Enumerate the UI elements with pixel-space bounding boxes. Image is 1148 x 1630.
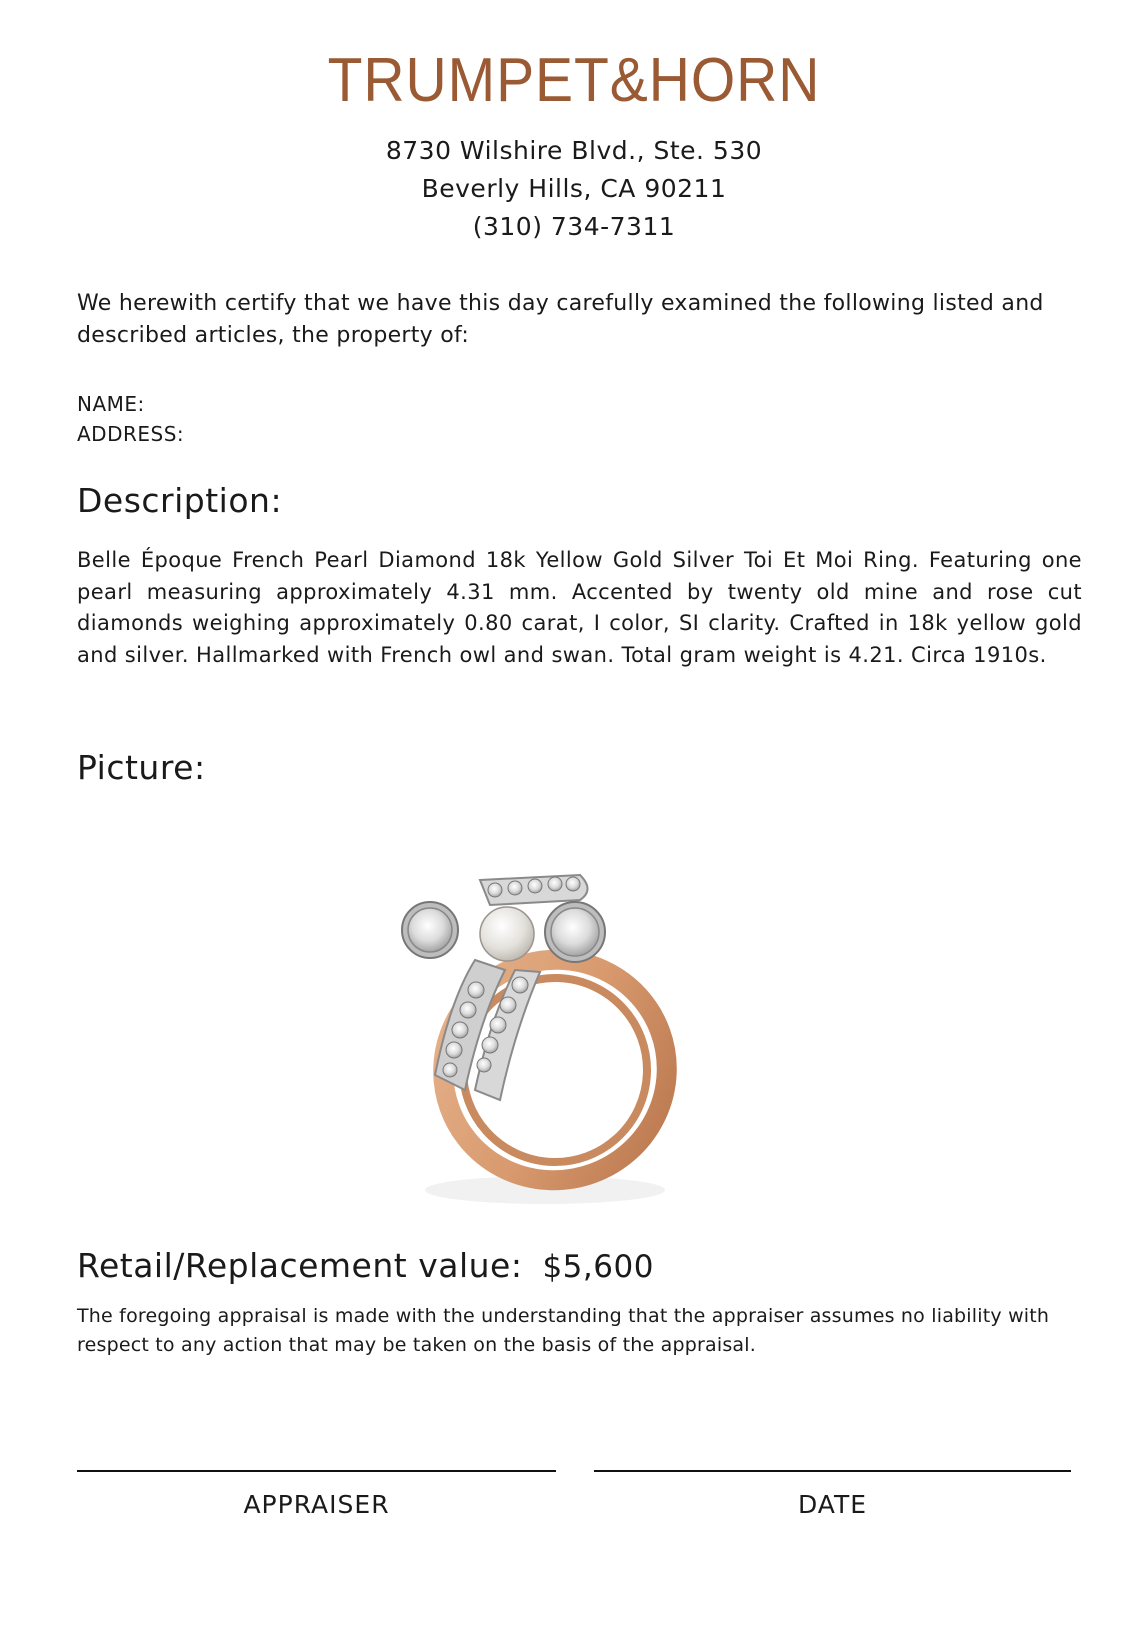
ring-photo	[380, 860, 710, 1220]
disclaimer: The foregoing appraisal is made with the understanding that the appraiser assumes no liability with respect to any action that may be taken on the basis of the appraisal.	[77, 1305, 1050, 1356]
ring-illustration	[380, 860, 710, 1220]
picture-heading: Picture:	[77, 748, 206, 787]
description-body: Belle Époque French Pearl Diamond 18k Yellow Gold Silver Toi Et Moi Ring. Featuring one pearl measuring approximately 4.31 mm. Accented by twenty old mine and rose cut diamonds weighing approximately 0.80 carat, I color, SI clarity. Crafted in 18k yellow gold and silver. Hallmarked with French owl and swan. Total gram weight is 4.21. Circa 1910s.	[77, 548, 1082, 667]
valuation-label: Retail/Replacement value:	[77, 1246, 523, 1285]
date-label: DATE	[797, 1490, 868, 1519]
brand-logo: TRUMPET&HORN	[327, 46, 821, 115]
description-heading: Description:	[77, 481, 283, 520]
date-signature-line[interactable]	[594, 1470, 1071, 1472]
address-city: Beverly Hills, CA 90211	[421, 174, 727, 203]
address-phone: (310) 734-7311	[472, 212, 676, 241]
name-label: NAME:	[77, 392, 145, 416]
address-label: ADDRESS:	[77, 422, 185, 446]
certification-statement: We herewith certify that we have this day carefully examined the following listed and described articles, the property of:	[77, 291, 1044, 348]
appraiser-signature-line[interactable]	[77, 1470, 556, 1472]
valuation	[77, 1246, 654, 1287]
appraiser-label: APPRAISER	[243, 1490, 390, 1519]
owner-fields	[77, 389, 184, 449]
address-street: 8730 Wilshire Blvd., Ste. 530	[385, 136, 763, 165]
valuation-amount: $5,600	[542, 1249, 654, 1285]
store-address	[0, 132, 1148, 246]
